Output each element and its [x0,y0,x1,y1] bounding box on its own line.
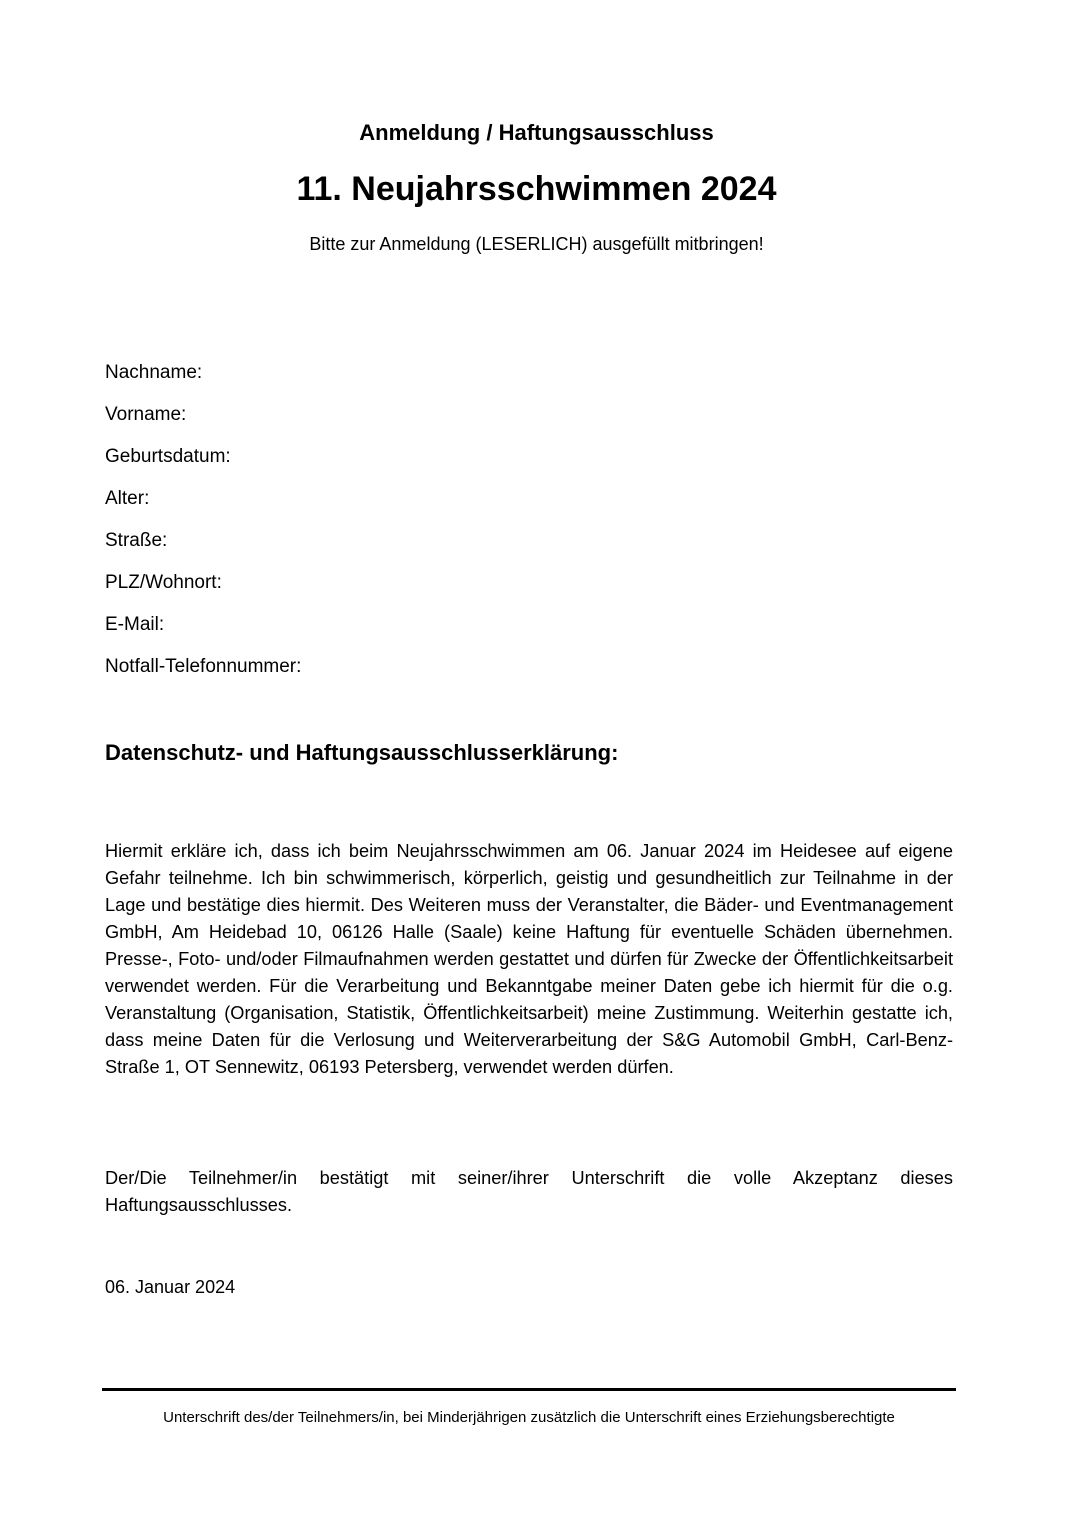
declaration-paragraph-1: Hiermit erkläre ich, dass ich beim Neujahrsschwimmen am 06. Januar 2024 im Heidesee auf eigene Gefahr teilnehme. Ich bin schwimmerisch, körperlich, geistig und gesundheitlich zur Teilnahme in der Lage und bestätige dies hiermit. Des Weiteren muss der Veranstalter, die Bäder- und Eventmanagement GmbH, Am Heidebad 10, 06126 Halle (Saale) keine Haftung für eventuelle Schäden übernehmen. Presse-, Foto- und/oder Filmaufnahmen werden gestattet und dürfen für Zwecke der Öffentlichkeitsarbeit verwendet werden. Für die Verarbeitung und Bekanntgabe meiner Daten gebe ich hiermit für die o.g. Veranstaltung (Organisation, Statistik, Öffentlichkeitsarbeit) meine Zustimmung. Weiterhin gestatte ich, dass meine Daten für die Verlosung und Weiterverarbeitung der S&G Automobil GmbH, Carl-Benz-Straße 1, OT Sennewitz, 06193 Petersberg, verwendet werden dürfen. [105,841,953,1077]
field-geburtsdatum: Geburtsdatum: [105,446,231,467]
declaration-paragraph-2: Der/Die Teilnehmer/in bestätigt mit seiner/ihrer Unterschrift die volle Akzeptanz dieses Haftungsausschlusses. [105,1168,953,1215]
field-vorname: Vorname: [105,404,187,425]
field-alter: Alter: [105,488,150,509]
field-email: E-Mail: [105,614,165,635]
field-strasse: Straße: [105,530,168,551]
field-notfall-telefon: Notfall-Telefonnummer: [105,656,302,677]
document-title: 11. Neujahrsschwimmen 2024 [296,170,777,208]
document-date: 06. Januar 2024 [105,1277,236,1297]
instruction-text: Bitte zur Anmeldung (LESERLICH) ausgefüllt mitbringen! [309,234,764,254]
field-plz-wohnort: PLZ/Wohnort: [105,572,222,593]
declaration-heading: Datenschutz- und Haftungsausschlusserklärung: [105,740,619,765]
signature-line [102,1388,956,1391]
registration-form [105,360,953,696]
document-subtitle: Anmeldung / Haftungsausschluss [359,120,714,145]
field-nachname: Nachname: [105,362,203,383]
signature-caption: Unterschrift des/der Teilnehmers/in, bei Minderjährigen zusätzlich die Unterschrift eines Erziehungsberechtigte [163,1409,895,1426]
